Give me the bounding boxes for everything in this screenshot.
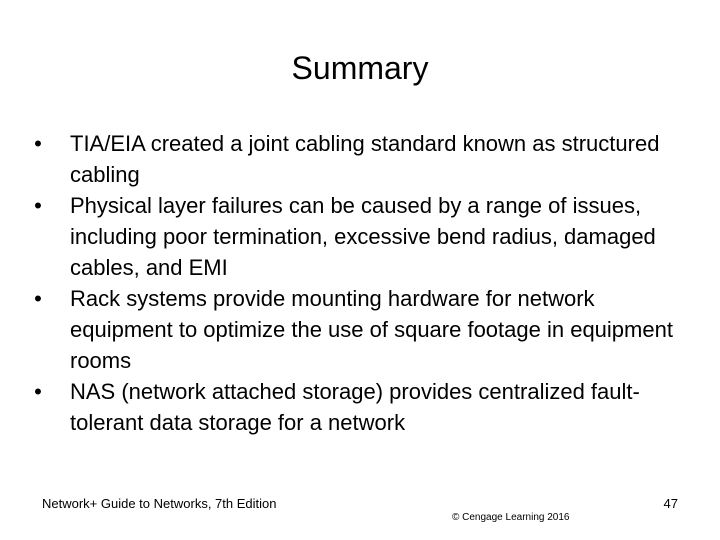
bullet-item	[28, 190, 698, 283]
bullet-text: TIA/EIA created a joint cabling standard known as structured cabling	[70, 131, 660, 187]
footer-book-title: Network+ Guide to Networks, 7th Edition	[42, 496, 277, 511]
bullet-icon: •	[34, 379, 42, 404]
bullet-text: Rack systems provide mounting hardware for network equipment to optimize the use of square footage in equipment rooms	[70, 286, 673, 373]
page-number: 47	[663, 496, 678, 511]
slide-title	[0, 48, 720, 88]
bullet-item	[28, 376, 698, 438]
slide-title-text: Summary	[291, 50, 429, 86]
footer-copyright: © Cengage Learning 2016	[452, 512, 570, 523]
bullet-text: NAS (network attached storage) provides centralized fault-tolerant data storage for a network	[70, 379, 640, 435]
bullet-list	[28, 128, 698, 438]
bullet-icon: •	[34, 286, 42, 311]
bullet-text: Physical layer failures can be caused by a range of issues, including poor termination, excessive bend radius, damaged cables, and EMI	[70, 193, 656, 280]
bullet-icon: •	[34, 193, 42, 218]
bullet-item	[28, 128, 698, 190]
bullet-icon: •	[34, 131, 42, 156]
bullet-item	[28, 283, 698, 376]
